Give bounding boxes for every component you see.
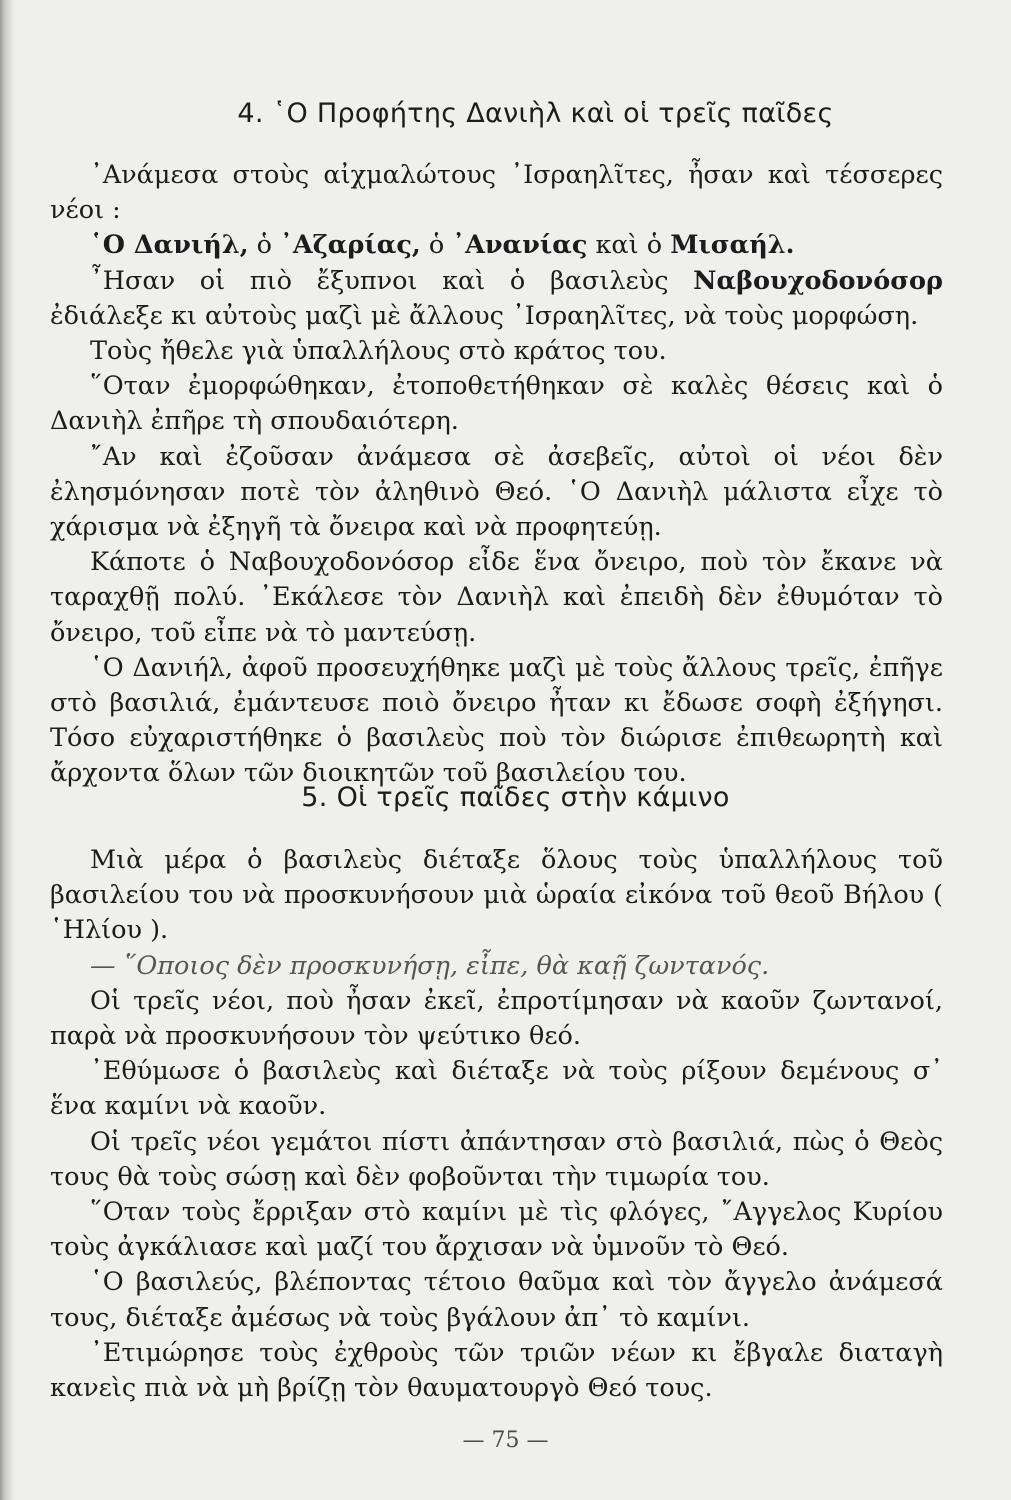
section-4-number: 4.	[237, 98, 264, 129]
paragraph: ῾Ο βασιλεύς, βλέποντας τέτοιο θαῦμα καὶ τὸν ἄγγελο ἀνάμεσά τους, διέταξε ἀμέσως νὰ τοὺς βγάλουν ἀπ᾿ τὸ καμίνι.	[50, 1267, 943, 1333]
section-5-body	[50, 843, 943, 1406]
section-5-number: 5.	[301, 782, 328, 813]
paragraph: ῎Αν καὶ ἐζοῦσαν ἀνάμεσα σὲ ἀσεβεῖς, αὐτοὶ οἱ νέοι δὲν ἐλησμόνησαν ποτὲ τὸν ἀληθινὸ Θεό. ῾Ο Δανιὴλ μάλιστα εἶχε τὸ χάρισμα νὰ ἐξηγῆ τὰ ὄνειρα καὶ νὰ προφητεύῃ.	[50, 441, 943, 543]
name-daniel: ῾Ο Δανιήλ,	[90, 230, 249, 261]
name-ananias: ᾿Ανανίας	[452, 230, 588, 261]
paragraph: Κάποτε ὁ Ναβουχοδονόσορ εἶδε ἕνα ὄνειρο, ποὺ τὸν ἔκανε νὰ ταραχθῇ πολύ. ᾿Εκάλεσε τὸν Δανιὴλ καὶ ἐπειδὴ δὲν ἐθυμόταν τὸ ὄνειρο, τοῦ εἶπε νὰ τὸ μαντεύσῃ.	[50, 547, 943, 648]
paragraph: ᾿Ανάμεσα στοὺς αἰχμαλώτους ᾿Ισραηλῖτες, ἦσαν καὶ τέσσερες νέοι :	[50, 160, 943, 226]
section-4-title: ῾Ο Προφήτης Δανιὴλ καὶ οἱ τρεῖς παῖδες	[272, 98, 834, 129]
paragraph: ῞Οταν ἐμορφώθηκαν, ἐτοποθετήθηκαν σὲ καλὲς θέσεις καὶ ὁ Δανιὴλ ἐπῆρε τὴ σπουδαιότερη.	[50, 371, 943, 437]
paragraph-text: ἐδιάλεξε κι αὐτοὺς μαζὶ μὲ ἄλλους ᾿Ισραηλῖτες, νὰ τοὺς μορφώση.	[50, 300, 919, 331]
section-4-heading	[0, 98, 1011, 129]
names-line	[50, 228, 943, 263]
name-azarias: ᾿Αζαρίας,	[280, 230, 421, 261]
names-sep-1: ὁ	[248, 230, 281, 261]
paragraph: Μιὰ μέρα ὁ βασιλεὺς διέταξε ὅλους τοὺς ὑπαλλήλους τοῦ βασιλείου του νὰ προσκυνήσουν μιὰ ὡραία εἰκόνα τοῦ θεοῦ Βήλου ( ῾Ηλίου ).	[50, 845, 943, 946]
name-misael: Μισαήλ.	[670, 230, 795, 261]
quote-line: — ῞Οποιος δὲν προσκυνήσῃ, εἶπε, θὰ καῇ ζωντανός.	[90, 950, 770, 981]
paragraph	[50, 264, 943, 334]
paragraph: ᾿Εθύμωσε ὁ βασιλεὺς καὶ διέταξε νὰ τοὺς ρίξουν δεμένους σ᾿ ἕνα καμίνι νὰ καοῦν.	[50, 1056, 943, 1122]
paragraph: Οἱ τρεῖς νέοι, ποὺ ἦσαν ἐκεῖ, ἐπροτίμησαν νὰ καοῦν ζωντανοί, παρὰ νὰ προσκυνήσουν τὸν ψεύτικο θεό.	[50, 985, 943, 1052]
paragraph: ῾Ο Δανιήλ, ἀφοῦ προσευχήθηκε μαζὶ μὲ τοὺς ἄλλους τρεῖς, ἐπῆγε στὸ βασιλιά, ἐμάντευσε ποιὸ ὄνειρο ἦταν κι ἔδωσε σοφὴ ἐξήγησι. Τόσο εὐχαριστήθηκε ὁ βασιλεὺς ποὺ τὸν διώρισε ἐπιθεωρητὴ καὶ ἄρχοντα ὅλων τῶν διοικητῶν τοῦ βασιλείου του.	[50, 652, 943, 789]
names-sep-3: καὶ ὁ	[587, 230, 671, 261]
paragraph: Οἱ τρεῖς νέοι γεμάτοι πίστι ἀπάντησαν στὸ βασιλιά, πὼς ὁ Θεὸς τους θὰ τοὺς σώσῃ καὶ δὲν φοβοῦνται τὴν τιμωρία του.	[50, 1126, 943, 1192]
paragraph: ῞Οταν τοὺς ἔρριξαν στὸ καμίνι μὲ τὶς φλόγες, ῎Αγγελος Κυρίου τοὺς ἀγκάλιασε καὶ μαζί του ἄρχισαν νὰ ὑμνοῦν τὸ Θεό.	[50, 1197, 943, 1263]
paragraph: ᾿Ετιμώρησε τοὺς ἐχθροὺς τῶν τριῶν νέων κι ἔβγαλε διαταγὴ κανεὶς πιὰ νὰ μὴ βρίζῃ τὸν θαυματουργὸ Θεό τους.	[50, 1337, 943, 1404]
name-nebuchadnezzar: Ναβουχοδονόσορ	[693, 265, 943, 296]
section-4-body	[50, 158, 943, 792]
paragraph: Τοὺς ἤθελε γιὰ ὑπαλλήλους στὸ κράτος του.	[90, 336, 667, 367]
page-number: — 75 —	[462, 1428, 549, 1453]
paragraph-text: ῏Ησαν οἱ πιὸ ἔξυπνοι καὶ ὁ βασιλεὺς	[90, 265, 694, 296]
section-5-title: Οἱ τρεῖς παῖδες στὴν κάμινο	[336, 782, 730, 813]
names-sep-2: ὁ	[420, 230, 453, 261]
section-5-heading	[0, 782, 1011, 813]
